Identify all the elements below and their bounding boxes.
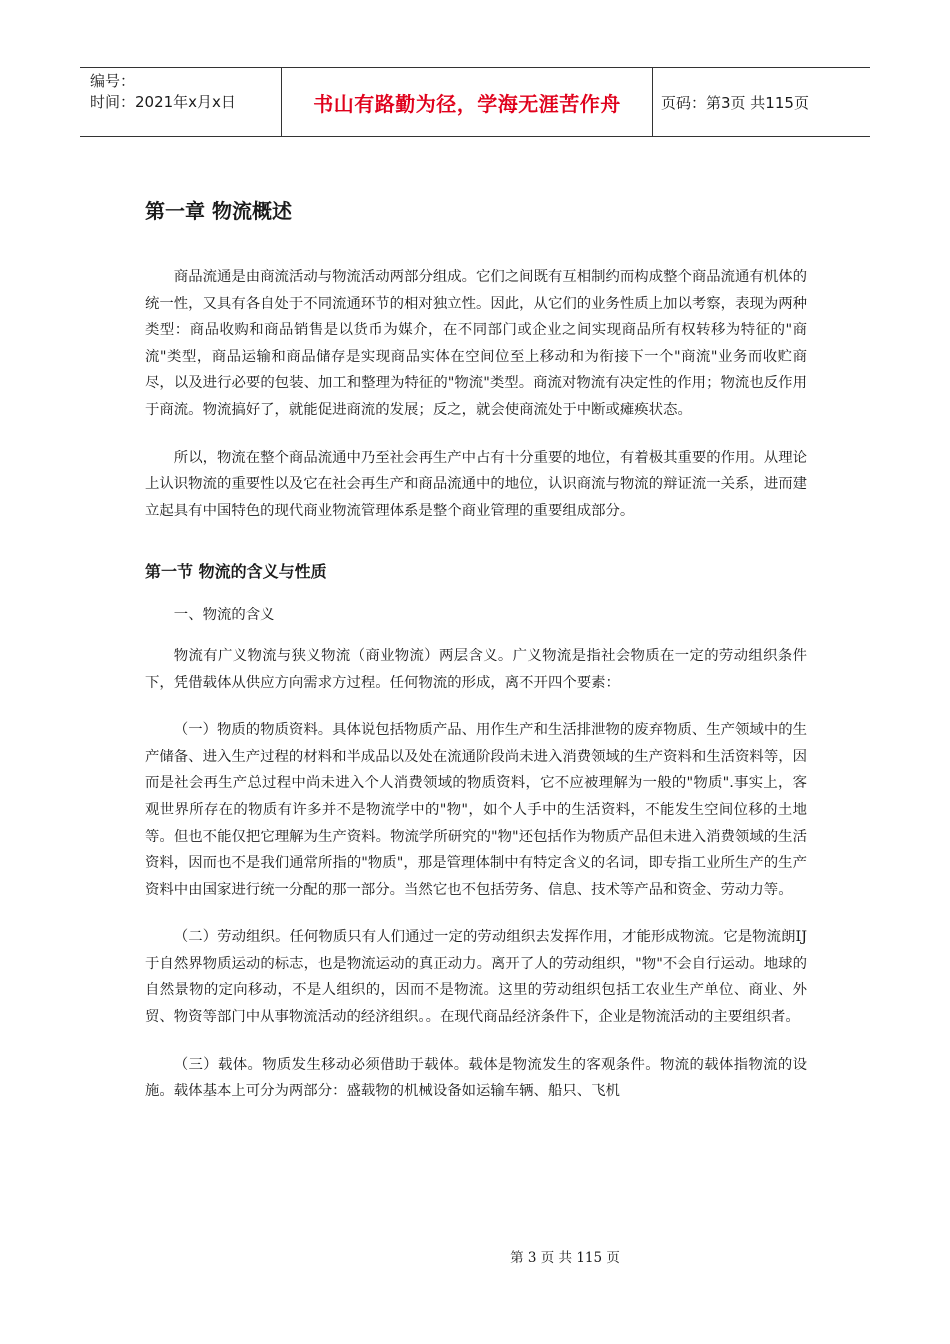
paragraph: 物流有广义物流与狭义物流（商业物流）两层含义。广义物流是指社会物质在一定的劳动组织条件下，凭借载体从供应方向需求方过程。任何物流的形成，离不开四个要素： [145,647,807,691]
page-header [80,67,870,137]
chapter-title: 第一章 物流概述 [145,199,292,223]
paragraph: 商品流通是由商流活动与物流活动两部分组成。它们之间既有互相制约而构成整个商品流通有机体的统一性，又具有各自处于不同流通环节的相对独立性。因此，从它们的业务性质上加以考察，表现为两种类型：商品收购和商品销售是以货币为媒介，在不同部门或企业之间实现商品所有权转移为特征的"商流"类型，商品运输和商品储存是实现商品实体在空间位至上移动和为衔接下一个"商流"业务而收贮商尽，以及进行必要的包装、加工和整理为特征的"物流"类型。商流对物流有决定性的作用；物流也反作用于商流。物流搞好了，就能促进商流的发展；反之，就会使商流处于中断或瘫痪状态。 [145,269,807,418]
document-number-label: 编号： [90,72,136,90]
paragraph: （三）载体。物质发生移动必须借助于载体。载体是物流发生的客观条件。物流的载体指物流的设施。载体基本上可分为两部分：盛载物的机械设备如运输车辆、船只、飞机 [145,1056,807,1100]
paragraph: 所以，物流在整个商品流通中乃至社会再生产中占有十分重要的地位，有着极其重要的作用。从理论上认识物流的重要性以及它在社会再生产和商品流通中的地位，认识商流与物流的辩证流一关系，进而建立起具有中国特色的现代商业物流管理体系是整个商业管理的重要组成部分。 [145,449,807,519]
subsection-title: 一、物流的含义 [173,607,275,624]
header-meta [80,68,282,136]
paragraph: （二）劳动组织。任何物质只有人们通过一定的劳动组织去发挥作用，才能形成物流。它是物流朗IJ于自然界物质运动的标志，也是物流运动的真正动力。离开了人的劳动组织，"物"不会自行运动。地球的自然景物的定向移动，不是人组织的，因而不是物流。这里的劳动组织包括工农业生产单位、商业、外贸、物资等部门中从事物流活动的经济组织。。在现代商品经济条件下，企业是物流活动的主要组织者。 [145,929,807,1026]
section-title: 第一节 物流的含义与性质 [145,562,327,582]
page-footer: 第 3 页 共 115 页 [510,1250,620,1266]
paragraph: （一）物质的物质资料。具体说包括物质产品、用作生产和生活排泄物的废弃物质、生产领域中的生产储备、进入生产过程的材料和半成品以及处在流通阶段尚未进入消费领域的生产资料和生活资料等，因而是社会再生产总过程中尚未进入个人消费领域的物质资料，它不应被理解为一般的"物质".事实上，客观世界所存在的物质有许多并不是物流学中的"物"，如个人手中的生活资料，不能发生空间位移的土地等。但也不能仅把它理解为生产资料。物流学所研究的"物"还包括作为物质产品但未进入消费领域的生活资料，因而也不是我们通常所指的"物质"，那是管理体制中有特定含义的名词，即专指工业所生产的生产资料中由国家进行统一分配的那一部分。当然它也不包括劳务、信息、技术等产品和资金、劳动力等。 [145,722,807,898]
document-body [145,196,807,1105]
header-motto: 书山有路勤为径，学海无涯苦作舟 [282,68,653,136]
document-date: 时间：2021年x月x日 [90,93,236,111]
header-page-info: 页码：第3页 共115页 [661,93,809,112]
